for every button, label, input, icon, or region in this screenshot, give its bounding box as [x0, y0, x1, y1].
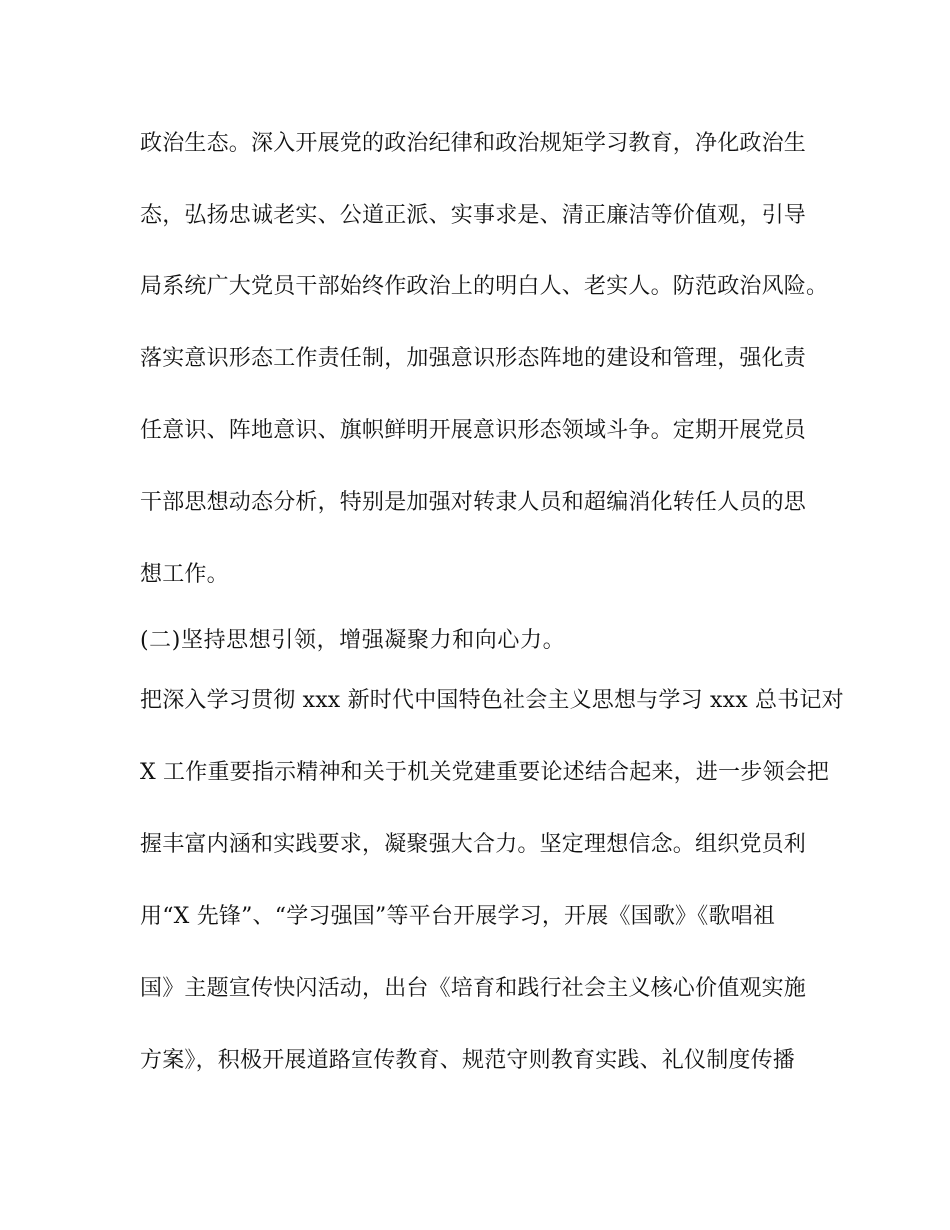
paragraph-line: 国》主题宣传快闪活动，出台《培育和践行社会主义核心价值观实施	[140, 976, 807, 1001]
paragraph-line: 把深入学习贯彻 xxx 新时代中国特色社会主义思想与学习 xxx 总书记对	[140, 688, 844, 713]
paragraph-line: 任意识、阵地意识、旗帜鲜明开展意识形态领域斗争。定期开展党员	[140, 418, 807, 443]
paragraph-line: X 工作重要指示精神和关于机关党建重要论述结合起来，进一步领会把	[140, 760, 830, 785]
paragraph-line: 局系统广大党员干部始终作政治上的明白人、老实人。防范政治风险。	[140, 274, 829, 299]
paragraph-line: 方案》，积极开展道路宣传教育、规范守则教育实践、礼仪制度传播	[140, 1048, 796, 1073]
paragraph-line: 落实意识形态工作责任制，加强意识形态阵地的建设和管理，强化责	[140, 346, 807, 371]
paragraph-line: 干部思想动态分析，特别是加强对转隶人员和超编消化转任人员的思	[140, 490, 807, 515]
paragraph-line: 用“X 先锋”、“学习强国”等平台开展学习，开展《国歌》《歌唱祖	[140, 904, 776, 929]
paragraph-line: 政治生态。深入开展党的政治纪律和政治规矩学习教育，净化政治生	[140, 131, 807, 156]
paragraph-line: 想工作。	[140, 562, 229, 587]
paragraph-line: 握丰富内涵和实践要求，凝聚强大合力。坚定理想信念。组织党员利	[140, 832, 807, 857]
section-heading: (二)坚持思想引领，增强凝聚力和向心力。	[140, 628, 566, 653]
paragraph-line: 态，弘扬忠诚老实、公道正派、实事求是、清正廉洁等价值观，引导	[140, 203, 807, 228]
